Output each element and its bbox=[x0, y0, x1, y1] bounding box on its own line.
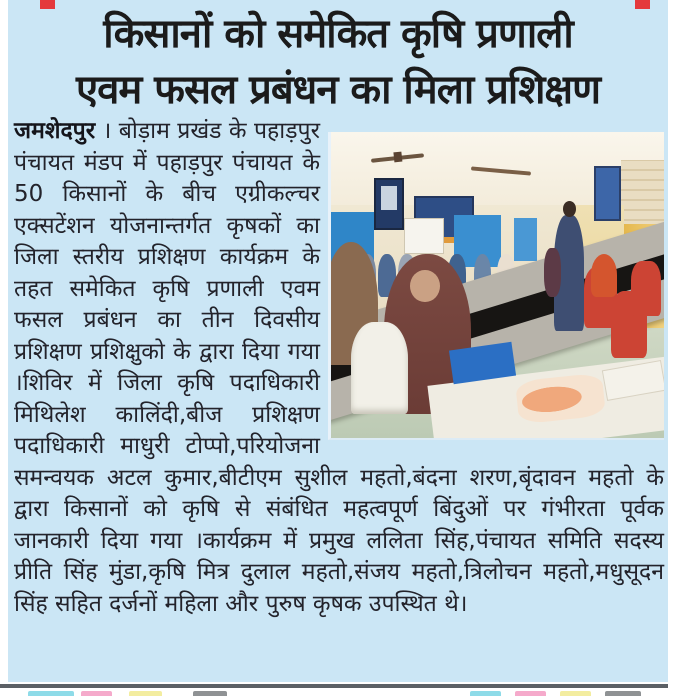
page-chip-gray-right[interactable] bbox=[605, 691, 641, 696]
page-chip-pink-right[interactable] bbox=[515, 691, 546, 696]
standing-official-second bbox=[544, 248, 561, 297]
article-clip bbox=[8, 0, 668, 682]
headline-line-2: एवम फसल प्रबंधन का मिला प्रशिक्षण bbox=[75, 67, 601, 113]
page-chip-cyan-left[interactable] bbox=[28, 691, 74, 696]
wall-poster bbox=[594, 166, 621, 221]
page-chip-yellow-right[interactable] bbox=[560, 691, 591, 696]
dateline-separator: । bbox=[95, 118, 119, 144]
page-chip-yellow-left[interactable] bbox=[129, 691, 162, 696]
article-photo bbox=[328, 132, 664, 440]
page-chip-cyan-right[interactable] bbox=[470, 691, 501, 696]
headline-line-1: किसानों को समेकित कृषि प्रणाली bbox=[103, 11, 573, 57]
attendee-in-red bbox=[591, 254, 618, 297]
bottom-divider-rule bbox=[0, 684, 668, 688]
page-chip-pink-left[interactable] bbox=[81, 691, 112, 696]
dateline: जमशेदपुर bbox=[14, 118, 96, 144]
white-plastic-chair bbox=[351, 322, 408, 414]
wall-portrait-frame bbox=[374, 178, 404, 230]
body-text: बोड़ाम प्रखंड के पहाड़पुर पंचायत मंडप में पहाड़पुर पंचायत के 50 किसानों के बीच एग्रीकल्चर एक्सटेंशन योजनान्तर्गत कृषकों का जिला स्तरीय प्रशिक्षण कार्यक्रम के तहत समेकित कृषि प्रणाली एवम फसल प्रबंधन का तीन दिवसीय प्रशिक्षण प्रशिक्षुको के द्वारा दिया गया ।शिविर में जिला कृषि पदाधिकारी मिथिलेश कालिंदी,बीज प्रशिक्षण पदाधिकारी माधुरी टोप्पो,परियोजना समन्वयक अटल कुमार,बीटीएम सुशील महतो,बंदना शरण,बृंदावन महतो के द्वारा किसानों को कृषि से संबंधित महत्वपूर्ण बिंदुओं पर गंभीरता पूर्वक जानकारी दिया गया ।कार्यक्रम में प्रमुख ललिता सिंह,पंचायत समिति सदस्य प्रीति सिंह मुंडा,कृषि मित्र दुलाल महतो,संजय महतो,त्रिलोचन महतो,मधुसूदन सिंह सहित दर्जनों महिला और पुरुष कृषक उपस्थित थे। bbox=[14, 118, 664, 617]
article-body bbox=[14, 116, 664, 676]
article-headline bbox=[8, 6, 668, 118]
page-chip-gray-left[interactable] bbox=[193, 691, 227, 696]
whiteboard bbox=[404, 218, 444, 255]
red-chair bbox=[631, 261, 661, 316]
